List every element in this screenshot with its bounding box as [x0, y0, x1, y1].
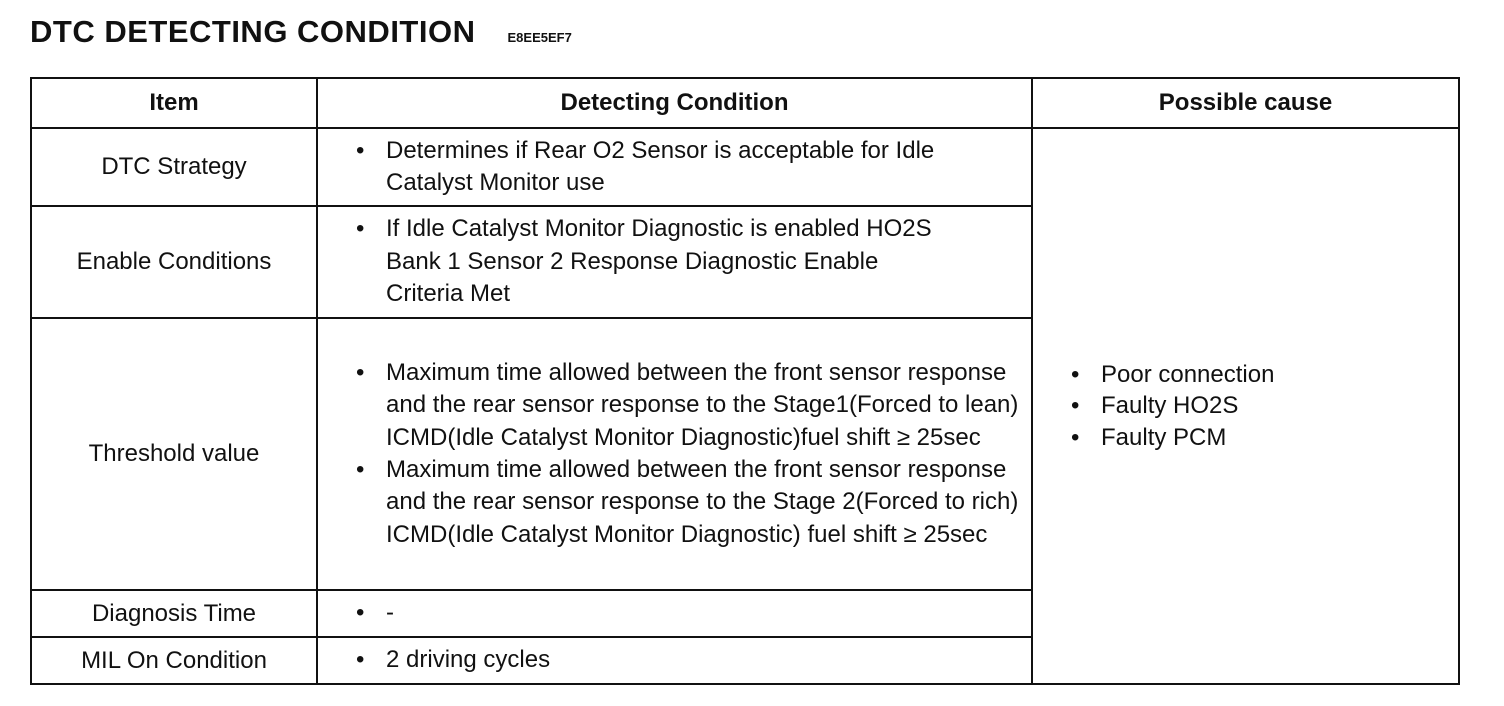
row-condition: [317, 590, 1032, 637]
header-item: Item: [31, 78, 317, 128]
header-possible-cause: Possible cause: [1032, 78, 1459, 128]
table-row: [31, 128, 1459, 206]
row-item-label: DTC Strategy: [31, 128, 317, 206]
condition-bullet: • -: [356, 597, 1021, 629]
condition-bullet: • Determines if Rear O2 Sensor is acceptable for Idle Catalyst Monitor use: [356, 135, 941, 200]
page-header: [30, 14, 572, 58]
row-condition: [317, 206, 1032, 318]
condition-bullet: • Maximum time allowed between the front sensor response and the rear sensor response to the Stage1(Forced to lean) ICMD(Idle Catalyst Monitor Diagnostic)fuel shift ≥ 25sec: [356, 357, 1021, 454]
condition-bullet: • If Idle Catalyst Monitor Diagnostic is enabled HO2S Bank 1 Sensor 2 Response Diagnostic Enable Criteria Met: [356, 213, 961, 310]
cause-bullet: • Poor connection: [1071, 359, 1448, 391]
dtc-condition-table: [30, 77, 1460, 685]
header-detecting-condition: Detecting Condition: [317, 78, 1032, 128]
condition-bullet: • Maximum time allowed between the front sensor response and the rear sensor response to the Stage 2(Forced to rich) ICMD(Idle Catalyst Monitor Diagnostic) fuel shift ≥ 25sec: [356, 454, 1021, 551]
row-condition: [317, 637, 1032, 684]
cause-bullet: • Faulty HO2S: [1071, 390, 1448, 422]
cause-bullet: • Faulty PCM: [1071, 422, 1448, 454]
document-code: E8EE5EF7: [507, 30, 572, 45]
row-item-label: Threshold value: [31, 318, 317, 590]
page-title: DTC DETECTING CONDITION: [30, 14, 476, 49]
row-condition: [317, 318, 1032, 590]
row-item-label: MIL On Condition: [31, 637, 317, 684]
row-condition: [317, 128, 1032, 206]
condition-bullet: • 2 driving cycles: [356, 644, 1021, 676]
possible-cause-cell: [1032, 128, 1459, 684]
table-header-row: [31, 78, 1459, 128]
row-item-label: Enable Conditions: [31, 206, 317, 318]
row-item-label: Diagnosis Time: [31, 590, 317, 637]
